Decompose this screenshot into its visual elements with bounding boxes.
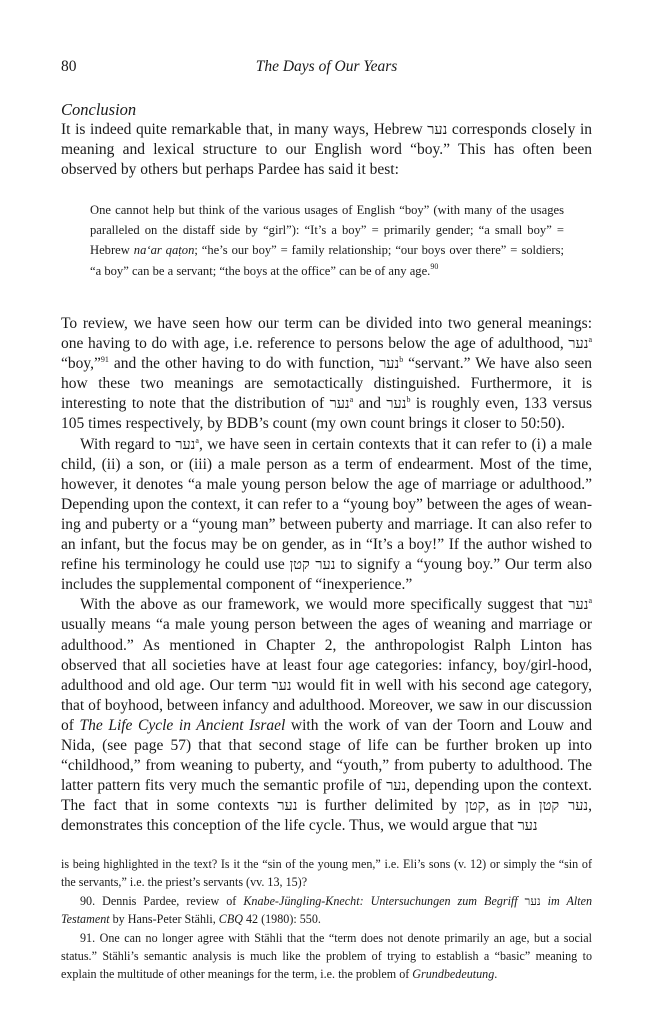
- footnote-90: 90. Dennis Pardee, review of Knabe-Jüngling-Knecht: Untersuchungen zum Begriff נער im Alten Testament by Hans-Peter Stähli, CBQ 42 (1980): 550.: [61, 893, 593, 927]
- hebrew-word-naar: נער: [427, 122, 448, 138]
- paragraph-intro: It is indeed quite remarkable that, in many ways, Hebrew נער corresponds closely in meaning and lexical structure to our English word “boy.” This has often been observed by others but perhaps Pardee has said it best:: [61, 121, 593, 179]
- paragraph-naar-a: With regard to נער$^a$, we have seen in certain contexts that it can refer to (i) a male child, (ii) a son, or (iii) a male person as a term of endearment. Most of the time, however, it denotes “a male young person below the age of marriage or adulthood.” Depending upon the context, it can refer to a “young boy” between the ages of weaning and puberty or a “young man” between puberty and marriage. It can also refer to an infant, but the focus may be on gender, as in “It’s a boy!” If the author wished to refine his terminology he could use נער קטן to signify a “young boy.” Our term also includes the supplemental component of “inexperience.”: [61, 435, 592, 594]
- page-number: 80: [61, 58, 77, 75]
- footnote-ref-91: 91: [100, 355, 109, 365]
- book-title: The Days of Our Years: [255, 58, 398, 75]
- footnote-continued: is being highlighted in the text? Is it the “sin of the young men,” i.e. Eli’s sons (v. 12) or simply the “sin of the servants,” i.e. the priest’s servants (vv. 13, 15)?: [61, 857, 592, 890]
- paragraph-framework: With the above as our framework, we would more specifically suggest that נער$^a$ usually means “a male young person between the ages of weaning and marriage or adulthood.” As mentioned in Chapter 2, the anthropologist Ralph Linton has observed that all societies have at least four age categories: infancy, boy/girl-hood, adulthood and old age. Our term נער would fit in well with his second age category, that of boyhood, between infancy and adulthood. Moreover, we saw in our discussion of The Life Cycle in Ancient Israel with the work of van der Toorn and Louw and Nida, (see page 57) that that second stage of life can be further broken up into “childhood,” from weaning to puberty, and “youth,” from puberty to adulthood. The latter pattern fits very much the semantic profile of נער, depending upon the context. The fact that in some contexts נער is further delimited by קטן, as in נער קטן , demonstrates this conception of the life cycle. Thus, we would argue that נער: [61, 596, 593, 835]
- paragraph-review: To review, we have seen how our term can be divided into two general meanings: one having to do with age, i.e. reference to persons below the age of adulthood, נער$^a$ “boy,”$^{91}$ and the other having to do with function, נער$^b$ “servant.” We have also seen how these two meanings are semotactically distinguished. Furthermore, it is interesting to note that the distribution of נער$^a$ and נער$^b$ is roughly even, 133 versus 105 times respectively, by BDB’s count (my own count brings it closer to 50:50).: [61, 315, 593, 433]
- section-heading: Conclusion: [61, 100, 137, 119]
- block-quote: One cannot help but think of the various usages of English “boy” (with many of the usages paralleled on the distaff side by “girl”): “It’s a boy” = primarily gender; “a small boy” = Hebrew na‘ar qaṭon; “he’s our boy” = family relationship; “our boys over there” = soldiers; “a boy” can be a servant; “the boys at the office” can be of any age.$^{90}$: [90, 203, 564, 278]
- footnote-ref-90: 90: [430, 261, 439, 271]
- footnote-91: 91. One can no longer agree with Stähli that the “term does not denote primarily an age, but a social status.” Stähli’s semantic analysis is much like the problem of trying to establish a “basic” meaning to explain the multitude of other meanings for the term, i.e. the problem of Grundbedeutung.: [61, 930, 592, 982]
- body-text: [61, 314, 592, 836]
- footnotes: [61, 855, 592, 984]
- running-head: [61, 58, 592, 78]
